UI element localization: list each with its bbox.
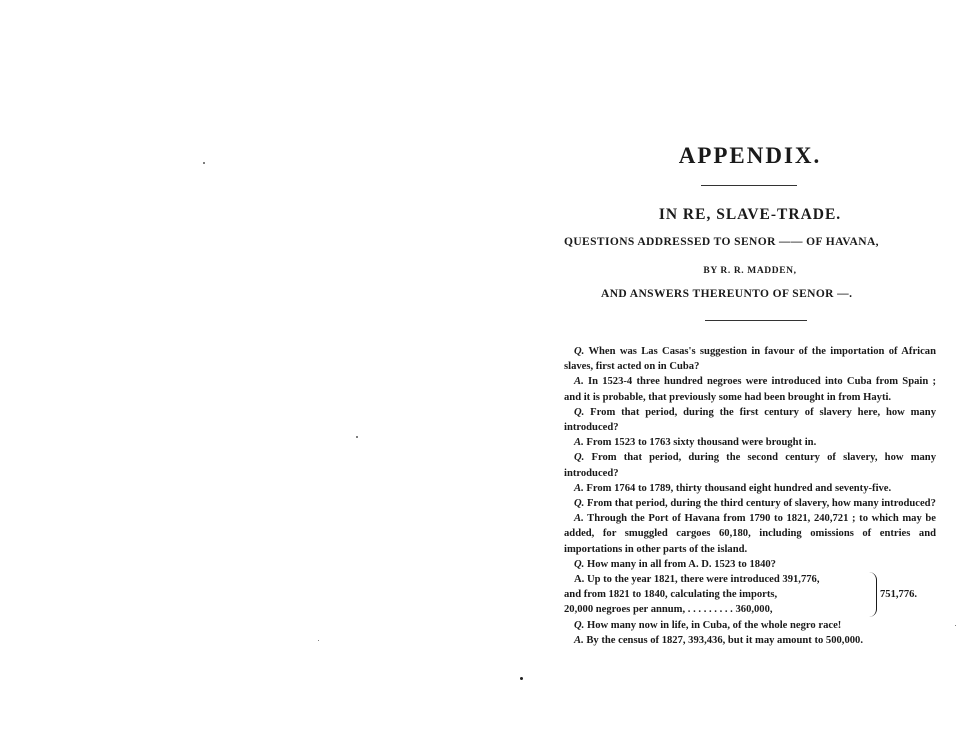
sum-total: 751,776.: [880, 589, 918, 601]
qa-text: How many in all from A. D. 1523 to 1840?: [584, 558, 776, 570]
scan-speck: [318, 640, 319, 641]
sum-line-1: A. Up to the year 1821, there were introduced 391,776,: [574, 574, 820, 586]
qa-paragraph: [564, 633, 936, 648]
sum-line-2: and from 1821 to 1840, calculating the imports,: [564, 589, 778, 601]
qa-text: How many now in life, in Cuba, of the whole negro race!: [584, 619, 842, 631]
qa-paragraph: [564, 374, 936, 404]
qa-paragraph: [564, 435, 936, 450]
curly-brace: [867, 572, 877, 617]
qa-text: From that period, during the first century of slavery here, how many introduced?: [564, 406, 936, 434]
scan-speck: [203, 162, 205, 164]
section-rule: [705, 320, 807, 321]
qa-paragraph: [564, 496, 936, 511]
questions-heading: QUESTIONS ADDRESSED TO SENOR —— OF HAVANA,: [564, 236, 879, 248]
qa-paragraph: [564, 481, 936, 496]
qa-paragraph: [564, 618, 936, 633]
appendix-subtitle: IN RE, SLAVE-TRADE.: [658, 206, 842, 223]
sum-line-3: 20,000 negroes per annum, . . . . . . . . . 360,000,: [564, 604, 773, 616]
qa-paragraph: [564, 450, 936, 480]
qa-text: When was Las Casas's suggestion in favour of the importation of African slaves, first acted on in Cuba?: [564, 346, 936, 373]
qa-lead: Q.: [574, 558, 585, 570]
scan-speck: [356, 436, 358, 438]
scan-speck: [520, 677, 523, 680]
qa-text: From 1523 to 1763 sixty thousand were brought in.: [583, 437, 817, 449]
scan-speck: [955, 625, 956, 626]
import-sum-block: [564, 572, 936, 618]
qa-lead: Q.: [574, 498, 585, 510]
qa-text: In 1523-4 three hundred negroes were introduced into Cuba from Spain ; and it is probable, that previously some had been brought in from Hayti.: [564, 376, 936, 403]
qa-paragraph: [564, 511, 936, 557]
qa-lead: A.: [574, 634, 584, 646]
answers-heading: AND ANSWERS THEREUNTO OF SENOR —.: [601, 288, 853, 300]
qa-paragraph: [564, 405, 936, 435]
qa-lead: Q.: [574, 452, 585, 464]
qa-lead: Q.: [574, 406, 585, 418]
qa-text: By the census of 1827, 393,436, but it may amount to 500,000.: [583, 634, 863, 646]
author-line: BY R. R. MADDEN,: [703, 266, 797, 276]
qa-lead: A.: [574, 437, 584, 449]
qa-lead: Q.: [574, 346, 585, 357]
qa-text: From 1764 to 1789, thirty thousand eight hundred and seventy-five.: [583, 482, 892, 494]
qa-body: [564, 344, 936, 648]
qa-paragraph: [564, 557, 936, 572]
qa-text: From that period, during the second century of slavery, how many introduced?: [564, 452, 936, 479]
title-rule: [701, 185, 797, 186]
qa-text: Through the Port of Havana from 1790 to 1821, 240,721 ; to which may be added, for smuggled cargoes 60,180, including omissions of entries and importations in other parts of the island.: [564, 513, 936, 555]
qa-lead: A.: [574, 482, 584, 494]
qa-lead: A.: [574, 513, 584, 525]
qa-lead: A.: [574, 376, 584, 388]
qa-text: From that period, during the third century of slavery, how many introduced?: [584, 498, 936, 510]
appendix-title: APPENDIX.: [678, 143, 822, 168]
qa-lead: Q.: [574, 619, 585, 631]
qa-paragraph: [564, 344, 936, 374]
